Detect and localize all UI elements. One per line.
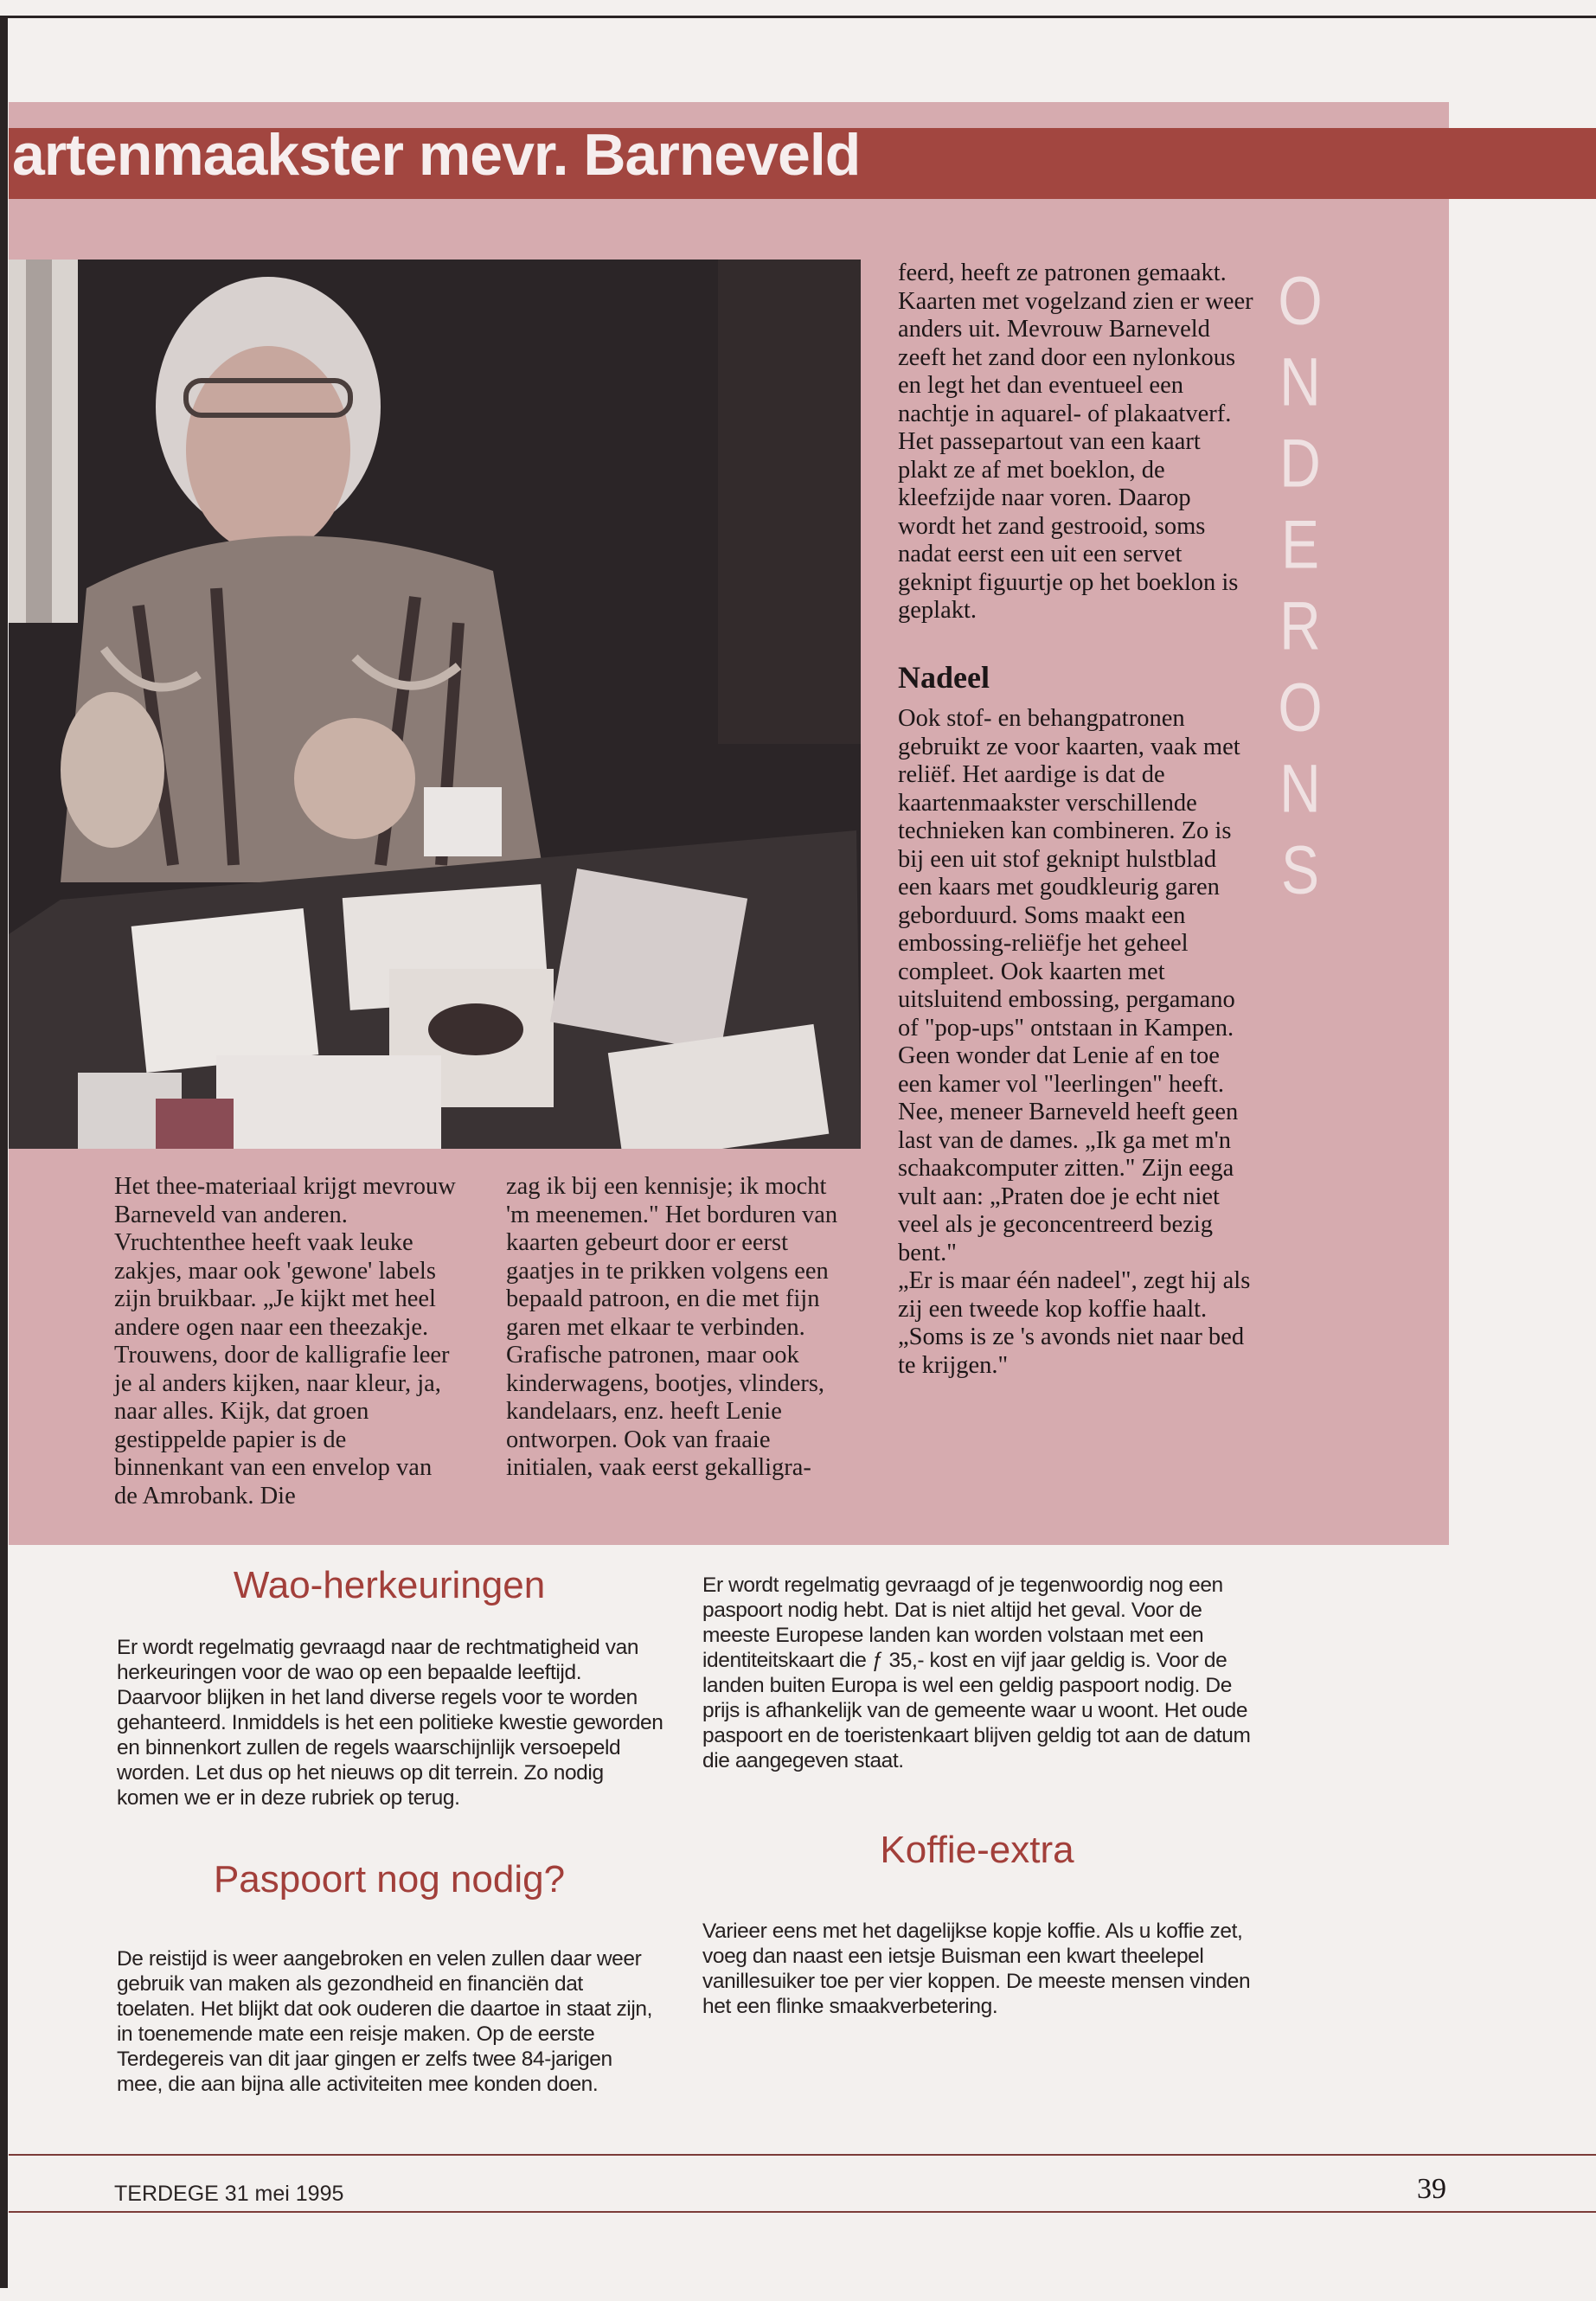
photo-woman-making-cards [9,260,861,1149]
right-paragraph-2: Kaarten met vogelzand zien er weer anders uit. Mevrouw Barneveld zeeft het zand door een nylonkous en legt het dan eventueel een nachtje in aquarel- of plakaatverf. Het passepartout van een kaart plakt ze af met boeklon, de kleefzijde naar voren. Daarop wordt het zand gestrooid, soms nadat eerst een uit een servet geknipt figuurtje op het boeklon is geplakt. [898,287,1253,624]
right-paragraph-3: Ook stof- en behangpatronen gebruikt ze voor kaarten, vaak met reliëf. Het aardige is dat de kaartenmaakster verschillende technieken kan combineren. Zo is bij een uit stof geknipt hulstblad een kaars met goudkleurig garen geborduurd. Soms maakt een embossing-reliëfje het geheel compleet. Ook kaarten met uitsluitend embossing, pergamano of "pop-ups" ontstaan in Kampen. Geen wonder dat Lenie af en toe een kamer vol "leerlingen" heeft. Nee, meneer Barneveld heeft geen last van de dames. „Ik ga met m'n schaakcomputer zitten." Zijn eega vult aan: „Praten doe je echt niet veel als je geconcentreerd bezig bent." [898,705,1240,1266]
caption-text-1: Het thee-materiaal krijgt mevrouw Barneveld van anderen. Vruchtenthee heeft vaak leuke zakjes, maar ook 'gewone' labels zijn bruikbaar. „Je kijkt met heel andere ogen naar een theezakje. Trouwens, door de kalligrafie leer je al anders kijken, naar kleur, ja, naar alles. Kijk, dat groen gestippelde papier is de binnenkant van een envelop van de Amrobank. Die [114,1173,456,1509]
wao-text: Er wordt regelmatig gevraagd naar de rechtmatigheid van herkeuringen voor de wao op een bepaalde leeftijd. Daarvoor blijken in het land diverse regels voor te worden gehanteerd. Inmiddels is het een politieke kwestie geworden en binnenkort zullen de regels waarschijnlijk versoepeld worden. Let dus op het nieuws op dit terrein. Zo nodig komen we er in deze rubriek op terug. [117,1636,663,1810]
paspoort-article [117,1946,663,2097]
section-label-vertical [1270,260,1330,910]
article-right-column [898,260,1254,1380]
subhead-nadeel: Nadeel [898,659,990,695]
publication-date: TERDEGE 31 mei 1995 [114,2182,344,2206]
side-letter: N [1279,343,1321,420]
side-letter: R [1279,586,1321,664]
wao-article [117,1635,663,1811]
paspoort-text: De reistijd is weer aangebroken en velen zullen daar weer gebruik van maken als gezondheid en financiën dat toelaten. Het blijkt dat ook ouderen die daartoe in staat zijn, in toenemende mate een reisje maken. Op de eerste Terdegereis van dit jaar gingen er zelfs twee 84-jarigen mee, die aan bijna alle activiteiten mee konden doen. [117,1947,653,2096]
paspoort-continued-text: Er wordt regelmatig gevraagd of je tegenwoordig nog een paspoort nodig hebt. Dat is niet altijd het geval. Voor de meeste Europese landen kan worden volstaan met een identiteitskaart die ƒ 35,- kost en vijf jaar geldig is. Voor de landen buiten Europa is wel een geldig paspoort nodig. De prijs is afhankelijk van de gemeente waar u woont. Het oude paspoort en de toeristenkaart blijven geldig tot aan de datum die aangegeven staat. [702,1574,1251,1772]
caption-column-2 [506,1173,852,1483]
right-paragraph-4: „Er is maar één nadeel", zegt hij als zij een tweede kop koffie haalt. „Soms is ze 's avonds niet naar bed te krijgen." [898,1267,1251,1379]
right-paragraph-1: feerd, heeft ze patronen gemaakt. [898,260,1227,286]
paspoort-heading: Paspoort nog nodig? [213,1858,566,1900]
side-letter: N [1279,749,1321,827]
footer-rule-bottom [9,2211,1596,2213]
side-letter: E [1280,505,1320,583]
page-edge [0,17,8,2288]
caption-column-1 [114,1173,460,1510]
article-photo [9,260,861,1149]
side-letter: O [1278,668,1323,746]
paspoort-continued [702,1573,1252,1773]
caption-text-2: zag ik bij een kennisje; ik mocht 'm meenemen." Het borduren van kaarten gebeurt door er eerst gaatjes in te prikken volgens een bepaald patroon, en die met fijn garen met elkaar te verbinden. Grafische patronen, maar ook kinderwagens, bootjes, vlinders, kandelaars, enz. heeft Lenie ontworpen. Ook van fraaie initialen, vaak eerst gekalligra- [506,1173,838,1481]
side-letter: O [1278,261,1323,339]
side-letter: D [1279,424,1321,502]
page-number: 39 [1417,2173,1446,2205]
side-letter: S [1280,830,1320,908]
koffie-article [702,1919,1252,2019]
footer-rule-top [9,2154,1596,2156]
koffie-heading: Koffie-extra [880,1829,1074,1871]
koffie-text: Varieer eens met het dagelijkse kopje koffie. Als u koffie zet, voeg dan naast een ietsje Buisman een kwart theelepel vanillesuiker toe per vier koppen. De meeste mensen vinden het een flinke smaakverbetering. [702,1920,1251,2018]
article-title: artenmaakster mevr. Barneveld [12,122,861,188]
wao-heading: Wao-herkeuringen [233,1564,546,1606]
